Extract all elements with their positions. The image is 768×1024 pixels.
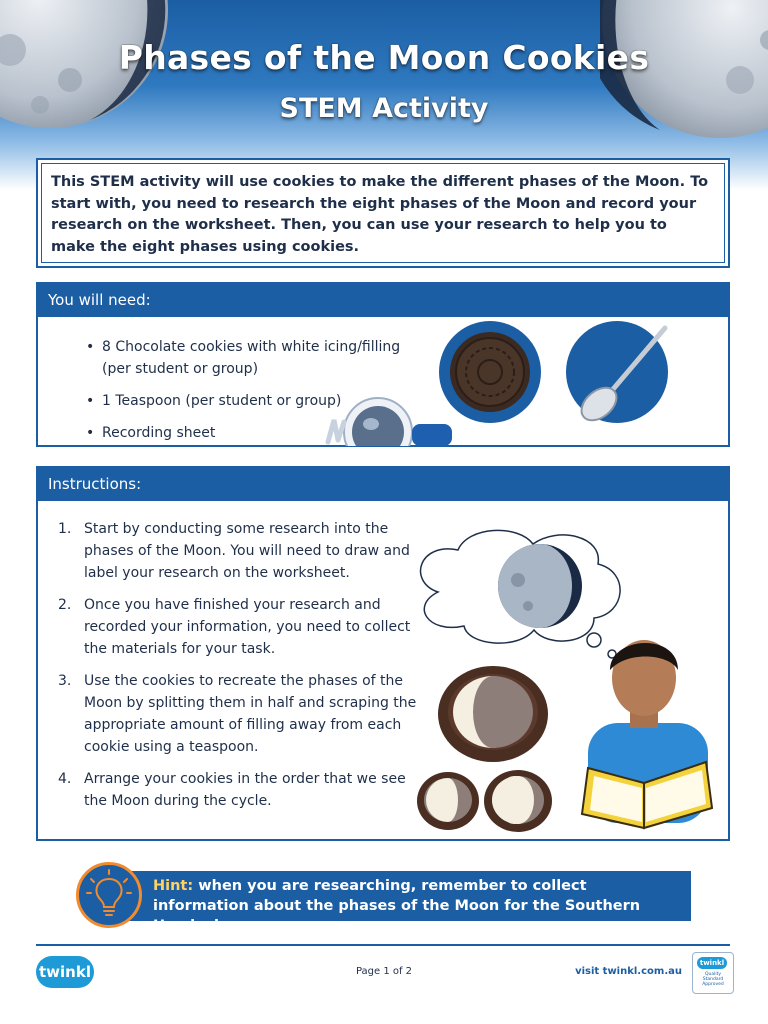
badge-title: twinkl xyxy=(697,957,727,969)
cookie-half-scraped-illustration xyxy=(436,664,550,764)
badge-text: Quality Standard Approved xyxy=(702,972,724,987)
step-number: 3. xyxy=(58,673,72,689)
lightbulb-badge xyxy=(76,862,142,928)
hint-label: Hint: xyxy=(153,878,194,894)
list-item: • Recording sheet xyxy=(86,422,416,444)
teaspoon-icon xyxy=(565,320,669,424)
bullet: • xyxy=(86,339,95,355)
page-title: Phases of the Moon Cookies xyxy=(118,38,650,77)
list-item: 4. Arrange your cookies in the order that we see the Moon during the cycle. xyxy=(58,768,428,812)
twinkl-logo[interactable]: twinkl xyxy=(36,956,94,988)
list-item: 3. Use the cookies to recreate the phases of the Moon by splitting them in half and scraping the appropriate amount of filling away from each cookie using a teaspoon. xyxy=(58,670,428,758)
you-will-need-section xyxy=(36,282,730,447)
list-item: • 1 Teaspoon (per student or group) xyxy=(86,390,416,412)
bullet: • xyxy=(86,393,95,409)
page-number: Page 1 of 2 xyxy=(355,966,413,977)
list-item: • 8 Chocolate cookies with white icing/filling (per student or group) xyxy=(86,336,416,380)
list-item: 1. Start by conducting some research into the phases of the Moon. You will need to draw and label your research on the worksheet. xyxy=(58,518,428,584)
bullet: • xyxy=(86,425,95,441)
lightbulb-icon xyxy=(79,865,139,925)
intro-box xyxy=(36,158,730,268)
quality-badge xyxy=(692,952,734,994)
step-number: 4. xyxy=(58,771,72,787)
you-will-need-heading: You will need: xyxy=(38,284,728,317)
boy-reading-illustration xyxy=(558,618,728,838)
instruction-steps xyxy=(58,518,428,822)
instructions-section xyxy=(36,466,730,841)
footer-divider xyxy=(36,944,730,946)
cookie-icon xyxy=(438,320,542,424)
hint-box xyxy=(113,871,691,934)
intro-text: This STEM activity will use cookies to make the different phases of the Moon. To start with, you need to research the eight phases of the Moon and record your research on the worksheet. Then, you can use your research to help you to make the eight phases using cookies. xyxy=(51,174,709,255)
step-number: 1. xyxy=(58,521,72,537)
page-subtitle: STEM Activity xyxy=(279,93,489,124)
list-item: 2. Once you have finished your research and recorded your information, you need to collect the materials for your task. xyxy=(58,594,428,660)
hint-text: Hint: when you are researching, remember to collect information about the phases of the Moon for the Southern Hemisphere. xyxy=(153,878,641,934)
instructions-heading: Instructions: xyxy=(38,468,728,501)
step-number: 2. xyxy=(58,597,72,613)
website-link[interactable]: visit twinkl.com.au xyxy=(575,966,682,977)
cookie-crescent-illustration xyxy=(416,770,480,832)
cookie-gibbous-illustration xyxy=(483,768,553,834)
